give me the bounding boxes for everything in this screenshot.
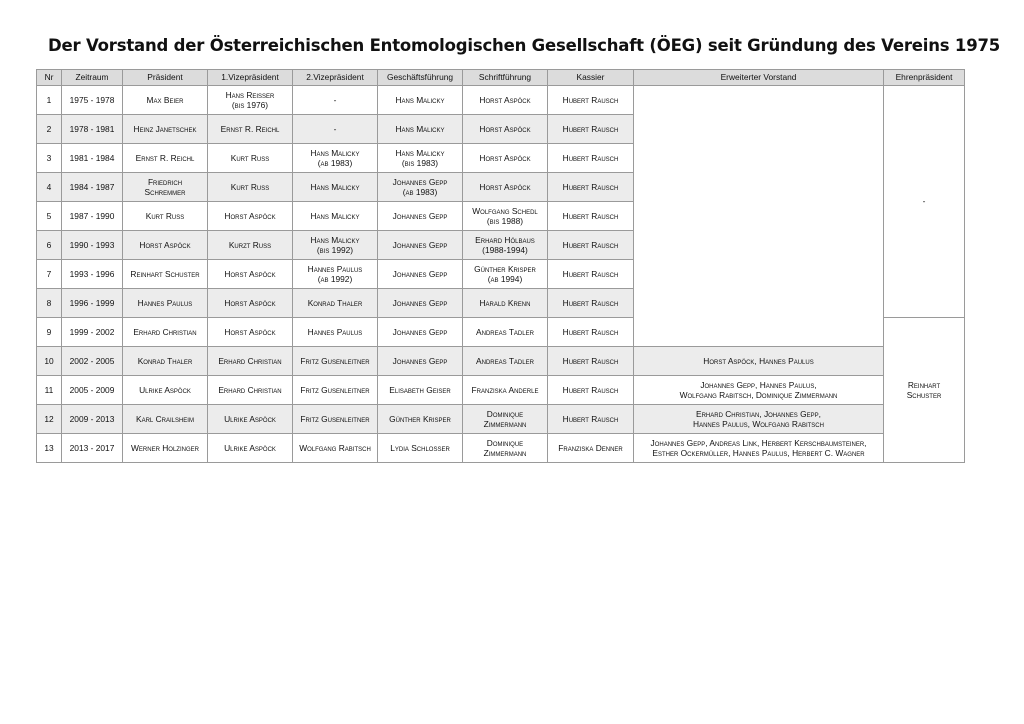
header-praesident: Präsident: [123, 70, 208, 86]
table-row: [37, 434, 965, 463]
cell-vizepraesident-1: Erhard Christian: [208, 376, 293, 405]
cell-nr: 8: [37, 289, 62, 318]
cell-line: Dominique: [486, 408, 524, 419]
cell-schriftfuehrung: Andreas Tadler: [463, 318, 548, 347]
cell-line: Johannes Gepp, Hannes Paulus,: [700, 379, 817, 390]
cell-kassier: Hubert Rausch: [548, 115, 634, 144]
cell-zeitraum: 1999 - 2002: [62, 318, 123, 347]
cell-line: Hannes Paulus: [307, 263, 363, 274]
cell-praesident: Kurt Russ: [123, 202, 208, 231]
cell-note: (ab 1994): [487, 274, 523, 284]
cell-praesident: Reinhart Schuster: [123, 260, 208, 289]
cell-line: Zimmermann: [483, 419, 527, 429]
table-row: [37, 405, 965, 434]
cell-praesident: Max Beier: [123, 86, 208, 115]
cell-line: Esther Ockermüller, Hannes Paulus, Herbert C. Wagner: [652, 448, 865, 458]
cell-vizepraesident-2: Fritz Gusenleitner: [293, 347, 378, 376]
cell-line: Hans Malicky: [310, 234, 360, 245]
cell-vizepraesident-2: [293, 231, 378, 260]
cell-line: Reinhart: [907, 379, 941, 390]
cell-kassier: Hubert Rausch: [548, 347, 634, 376]
cell-erweiterter-vorstand: Horst Aspöck, Hannes Paulus: [634, 347, 884, 376]
cell-geschaeftsfuehrung: Johannes Gepp: [378, 318, 463, 347]
cell-zeitraum: 1987 - 1990: [62, 202, 123, 231]
cell-kassier: Hubert Rausch: [548, 173, 634, 202]
cell-vizepraesident-2: Hannes Paulus: [293, 318, 378, 347]
cell-nr: 6: [37, 231, 62, 260]
cell-praesident: Ulrike Aspöck: [123, 376, 208, 405]
cell-line: Hannes Paulus, Wolfgang Rabitsch: [693, 419, 824, 429]
cell-line: Hans Malicky: [395, 147, 445, 158]
cell-praesident: Karl Crailsheim: [123, 405, 208, 434]
cell-zeitraum: 1993 - 1996: [62, 260, 123, 289]
cell-nr: 12: [37, 405, 62, 434]
board-table: [36, 69, 965, 463]
cell-vizepraesident-1: Horst Aspöck: [208, 260, 293, 289]
cell-praesident: [123, 173, 208, 202]
cell-geschaeftsfuehrung: Günther Krisper: [378, 405, 463, 434]
cell-vizepraesident-2: Wolfgang Rabitsch: [293, 434, 378, 463]
page-title: Der Vorstand der Österreichischen Entomologischen Gesellschaft (ÖEG) seit Gründung des Vereins 1975: [48, 36, 1001, 55]
cell-vizepraesident-2: Hans Malicky: [293, 173, 378, 202]
cell-note: (1988-1994): [482, 245, 528, 255]
cell-vizepraesident-1: Kurt Russ: [208, 173, 293, 202]
cell-vizepraesident-2: Konrad Thaler: [293, 289, 378, 318]
cell-geschaeftsfuehrung: Johannes Gepp: [378, 231, 463, 260]
cell-schriftfuehrung: [463, 202, 548, 231]
cell-line: Friedrich: [147, 176, 183, 187]
cell-vizepraesident-1: Ernst R. Reichl: [208, 115, 293, 144]
cell-zeitraum: 1984 - 1987: [62, 173, 123, 202]
cell-kassier: Hubert Rausch: [548, 231, 634, 260]
header-ehrenpraesident: Ehrenpräsident: [884, 70, 965, 86]
cell-zeitraum: 2002 - 2005: [62, 347, 123, 376]
cell-praesident: Ernst R. Reichl: [123, 144, 208, 173]
header-row: [37, 70, 965, 86]
cell-ehrenpraesident: [884, 318, 965, 463]
header-geschaeftsfuehrung: Geschäftsführung: [378, 70, 463, 86]
cell-note: (bis 1983): [401, 158, 439, 168]
cell-kassier: Hubert Rausch: [548, 289, 634, 318]
table-row: [37, 376, 965, 405]
cell-line: Günther Krisper: [474, 263, 536, 274]
cell-nr: 9: [37, 318, 62, 347]
cell-geschaeftsfuehrung: Johannes Gepp: [378, 289, 463, 318]
cell-line: Wolfgang Rabitsch, Dominique Zimmermann: [679, 390, 838, 400]
cell-nr: 5: [37, 202, 62, 231]
cell-note: (ab 1983): [402, 187, 438, 197]
cell-line: Schremmer: [144, 187, 186, 197]
cell-note: (bis 1992): [316, 245, 354, 255]
cell-note: (bis 1988): [486, 216, 524, 226]
cell-vizepraesident-1: Horst Aspöck: [208, 318, 293, 347]
cell-praesident: Konrad Thaler: [123, 347, 208, 376]
cell-ehrenpraesident: -: [884, 86, 965, 318]
cell-note: (ab 1983): [317, 158, 353, 168]
cell-nr: 7: [37, 260, 62, 289]
cell-zeitraum: 1981 - 1984: [62, 144, 123, 173]
cell-kassier: Hubert Rausch: [548, 86, 634, 115]
cell-line: Erhard Christian, Johannes Gepp,: [696, 408, 821, 419]
cell-schriftfuehrung: Horst Aspöck: [463, 144, 548, 173]
cell-line: Hans Malicky: [310, 147, 360, 158]
cell-praesident: Heinz Janetschek: [123, 115, 208, 144]
cell-note: (bis 1976): [231, 100, 269, 110]
header-kassier: Kassier: [548, 70, 634, 86]
cell-kassier: Hubert Rausch: [548, 318, 634, 347]
cell-schriftfuehrung: [463, 231, 548, 260]
cell-line: Dominique: [486, 437, 524, 448]
cell-schriftfuehrung: [463, 260, 548, 289]
cell-praesident: Erhard Christian: [123, 318, 208, 347]
cell-nr: 4: [37, 173, 62, 202]
cell-geschaeftsfuehrung: Hans Malicky: [378, 86, 463, 115]
cell-vizepraesident-2: -: [293, 86, 378, 115]
header-schriftfuehrung: Schriftführung: [463, 70, 548, 86]
cell-vizepraesident-2: Hans Malicky: [293, 202, 378, 231]
cell-zeitraum: 1990 - 1993: [62, 231, 123, 260]
cell-geschaeftsfuehrung: Lydia Schlosser: [378, 434, 463, 463]
cell-erweiterter-vorstand-empty: [634, 86, 884, 347]
cell-kassier: Franziska Denner: [548, 434, 634, 463]
cell-schriftfuehrung: Horst Aspöck: [463, 115, 548, 144]
cell-schriftfuehrung: [463, 434, 548, 463]
header-vizepraesident-1: 1.Vizepräsident: [208, 70, 293, 86]
cell-zeitraum: 1978 - 1981: [62, 115, 123, 144]
cell-praesident: Hannes Paulus: [123, 289, 208, 318]
cell-geschaeftsfuehrung: Johannes Gepp: [378, 347, 463, 376]
cell-vizepraesident-1: Ulrike Aspöck: [208, 434, 293, 463]
cell-praesident: Horst Aspöck: [123, 231, 208, 260]
cell-schriftfuehrung: Horst Aspöck: [463, 173, 548, 202]
cell-zeitraum: 2005 - 2009: [62, 376, 123, 405]
cell-geschaeftsfuehrung: [378, 173, 463, 202]
cell-erweiterter-vorstand: [634, 376, 884, 405]
cell-kassier: Hubert Rausch: [548, 405, 634, 434]
cell-vizepraesident-2: Fritz Gusenleitner: [293, 376, 378, 405]
header-nr: Nr: [37, 70, 62, 86]
cell-geschaeftsfuehrung: Johannes Gepp: [378, 260, 463, 289]
cell-nr: 13: [37, 434, 62, 463]
cell-vizepraesident-2: Fritz Gusenleitner: [293, 405, 378, 434]
cell-geschaeftsfuehrung: Elisabeth Geiser: [378, 376, 463, 405]
cell-kassier: Hubert Rausch: [548, 202, 634, 231]
cell-zeitraum: 1996 - 1999: [62, 289, 123, 318]
cell-nr: 3: [37, 144, 62, 173]
cell-note: (ab 1992): [317, 274, 353, 284]
cell-zeitraum: 1975 - 1978: [62, 86, 123, 115]
cell-erweiterter-vorstand: [634, 434, 884, 463]
cell-kassier: Hubert Rausch: [548, 260, 634, 289]
cell-line: Zimmermann: [483, 448, 527, 458]
cell-vizepraesident-2: [293, 144, 378, 173]
header-zeitraum: Zeitraum: [62, 70, 123, 86]
table-row: [37, 347, 965, 376]
cell-geschaeftsfuehrung: Johannes Gepp: [378, 202, 463, 231]
cell-vizepraesident-1: Kurzt Russ: [208, 231, 293, 260]
cell-praesident: Werner Holzinger: [123, 434, 208, 463]
cell-geschaeftsfuehrung: [378, 144, 463, 173]
cell-line: Hans Reisser: [225, 89, 275, 100]
cell-vizepraesident-1: Horst Aspöck: [208, 202, 293, 231]
cell-line: Wolfgang Schedl: [472, 205, 538, 216]
cell-line: Johannes Gepp, Andreas Link, Herbert Kerschbaumsteiner,: [650, 437, 867, 448]
cell-schriftfuehrung: Andreas Tadler: [463, 347, 548, 376]
cell-nr: 2: [37, 115, 62, 144]
cell-vizepraesident-2: -: [293, 115, 378, 144]
cell-schriftfuehrung: [463, 405, 548, 434]
header-erweiterter-vorstand: Erweiterter Vorstand: [634, 70, 884, 86]
table-row: [37, 86, 965, 115]
cell-nr: 11: [37, 376, 62, 405]
cell-kassier: Hubert Rausch: [548, 144, 634, 173]
cell-nr: 10: [37, 347, 62, 376]
cell-vizepraesident-1: Ulrike Aspöck: [208, 405, 293, 434]
cell-line: Johannes Gepp: [392, 176, 448, 187]
cell-vizepraesident-1: Horst Aspöck: [208, 289, 293, 318]
cell-zeitraum: 2013 - 2017: [62, 434, 123, 463]
cell-line: Erhard Hölbaus: [475, 234, 535, 245]
cell-kassier: Hubert Rausch: [548, 376, 634, 405]
cell-line: Schuster: [906, 390, 942, 400]
cell-geschaeftsfuehrung: Hans Malicky: [378, 115, 463, 144]
cell-vizepraesident-1: Erhard Christian: [208, 347, 293, 376]
cell-vizepraesident-1: Kurt Russ: [208, 144, 293, 173]
cell-nr: 1: [37, 86, 62, 115]
cell-vizepraesident-1: [208, 86, 293, 115]
cell-schriftfuehrung: Harald Krenn: [463, 289, 548, 318]
cell-schriftfuehrung: Franziska Anderle: [463, 376, 548, 405]
cell-schriftfuehrung: Horst Aspöck: [463, 86, 548, 115]
header-vizepraesident-2: 2.Vizepräsident: [293, 70, 378, 86]
cell-vizepraesident-2: [293, 260, 378, 289]
cell-erweiterter-vorstand: [634, 405, 884, 434]
cell-zeitraum: 2009 - 2013: [62, 405, 123, 434]
